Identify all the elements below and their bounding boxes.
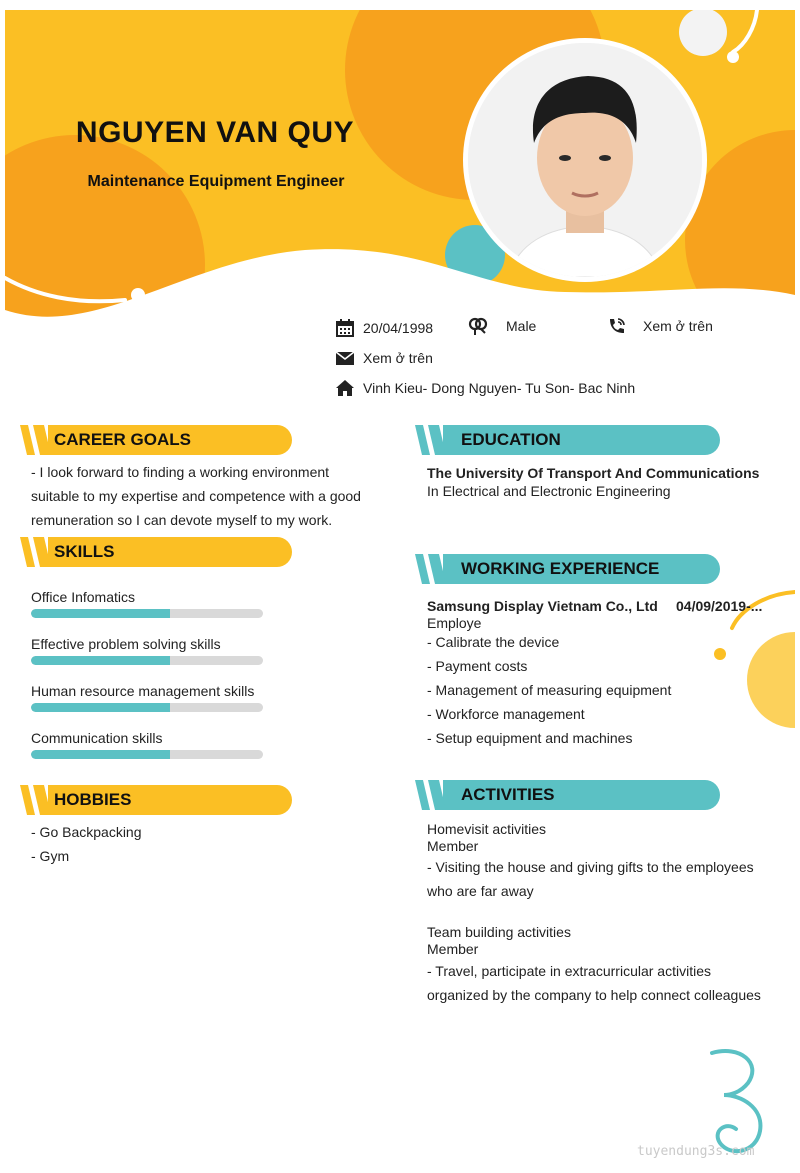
activity-role: Member xyxy=(427,941,479,957)
skills-header xyxy=(20,537,292,567)
watermark: tuyendung3s.com xyxy=(637,1144,755,1159)
birthday-info xyxy=(335,318,433,338)
skill-label: Human resource management skills xyxy=(31,683,255,699)
experience-title: WORKING EXPERIENCE xyxy=(461,559,660,578)
gender-icon xyxy=(468,316,488,336)
career-goals-title: CAREER GOALS xyxy=(54,430,191,449)
skill-level-fill xyxy=(31,609,170,618)
job-role: Employe xyxy=(427,615,482,631)
task-item: - Setup equipment and machines xyxy=(427,730,633,746)
skill-bar xyxy=(31,750,263,759)
address-value: Vinh Kieu- Dong Nguyen- Tu Son- Bac Ninh xyxy=(363,380,636,396)
skill-bar xyxy=(31,703,263,712)
activity-line: organized by the company to help connect colleagues xyxy=(427,987,761,1003)
skill-level-fill xyxy=(31,703,170,712)
email-value: Xem ở trên xyxy=(363,350,433,366)
activities-header xyxy=(415,780,720,810)
skill-bar xyxy=(31,656,263,665)
skill-bar xyxy=(31,609,263,618)
home-icon xyxy=(335,378,355,398)
phone-info xyxy=(607,316,713,336)
phone-icon xyxy=(607,316,627,336)
activity-role: Member xyxy=(427,838,479,854)
major: In Electrical and Electronic Engineering xyxy=(427,483,671,499)
gender-value: Male xyxy=(506,318,537,334)
phone-value: Xem ở trên xyxy=(643,318,713,334)
activities-title: ACTIVITIES xyxy=(461,785,555,804)
cv-page xyxy=(5,10,795,1170)
skill-level-fill xyxy=(31,656,170,665)
task-item: - Calibrate the device xyxy=(427,634,560,650)
hobby-item: - Gym xyxy=(31,848,70,864)
experience-header xyxy=(415,554,720,584)
skill-label: Communication skills xyxy=(31,730,163,746)
gender-info xyxy=(468,316,536,336)
candidate-name: NGUYEN VAN QUY xyxy=(75,116,355,149)
career-goals-line: - I look forward to finding a working environment xyxy=(31,464,330,480)
person-portrait-icon xyxy=(468,43,702,277)
company-name: Samsung Display Vietnam Co., Ltd xyxy=(427,598,658,614)
activity-line: - Travel, participate in extracurricular activities xyxy=(427,963,711,979)
activity-line: who are far away xyxy=(427,883,534,899)
calendar-icon xyxy=(335,318,355,338)
job-position: Maintenance Equipment Engineer xyxy=(87,173,345,190)
hobbies-header xyxy=(20,785,292,815)
envelope-icon xyxy=(335,348,355,368)
skill-label: Effective problem solving skills xyxy=(31,636,221,652)
activity-name: Team building activities xyxy=(427,924,571,940)
work-period: 04/09/2019-... xyxy=(676,598,763,614)
task-item: - Workforce management xyxy=(427,706,585,722)
activity-line: - Visiting the house and giving gifts to the employees xyxy=(427,859,754,875)
education-header xyxy=(415,425,720,455)
school-name: The University Of Transport And Communications xyxy=(427,465,760,481)
career-goals-line: suitable to my expertise and competence with a good xyxy=(31,488,361,504)
skill-level-fill xyxy=(31,750,170,759)
birthday-value: 20/04/1998 xyxy=(363,320,434,336)
task-item: - Management of measuring equipment xyxy=(427,682,672,698)
skills-title: SKILLS xyxy=(54,542,115,561)
activity-name: Homevisit activities xyxy=(427,821,547,837)
hobby-item: - Go Backpacking xyxy=(31,824,142,840)
skill-label: Office Infomatics xyxy=(31,589,136,605)
email-info xyxy=(335,348,433,368)
task-item: - Payment costs xyxy=(427,658,528,674)
profile-photo xyxy=(463,38,707,282)
address-info xyxy=(335,378,635,398)
career-goals-header xyxy=(20,425,292,455)
hobbies-title: HOBBIES xyxy=(54,790,132,809)
career-goals-line: remuneration so I can devote myself to my work. xyxy=(31,512,333,528)
education-title: EDUCATION xyxy=(461,430,561,449)
avatar xyxy=(468,43,702,277)
